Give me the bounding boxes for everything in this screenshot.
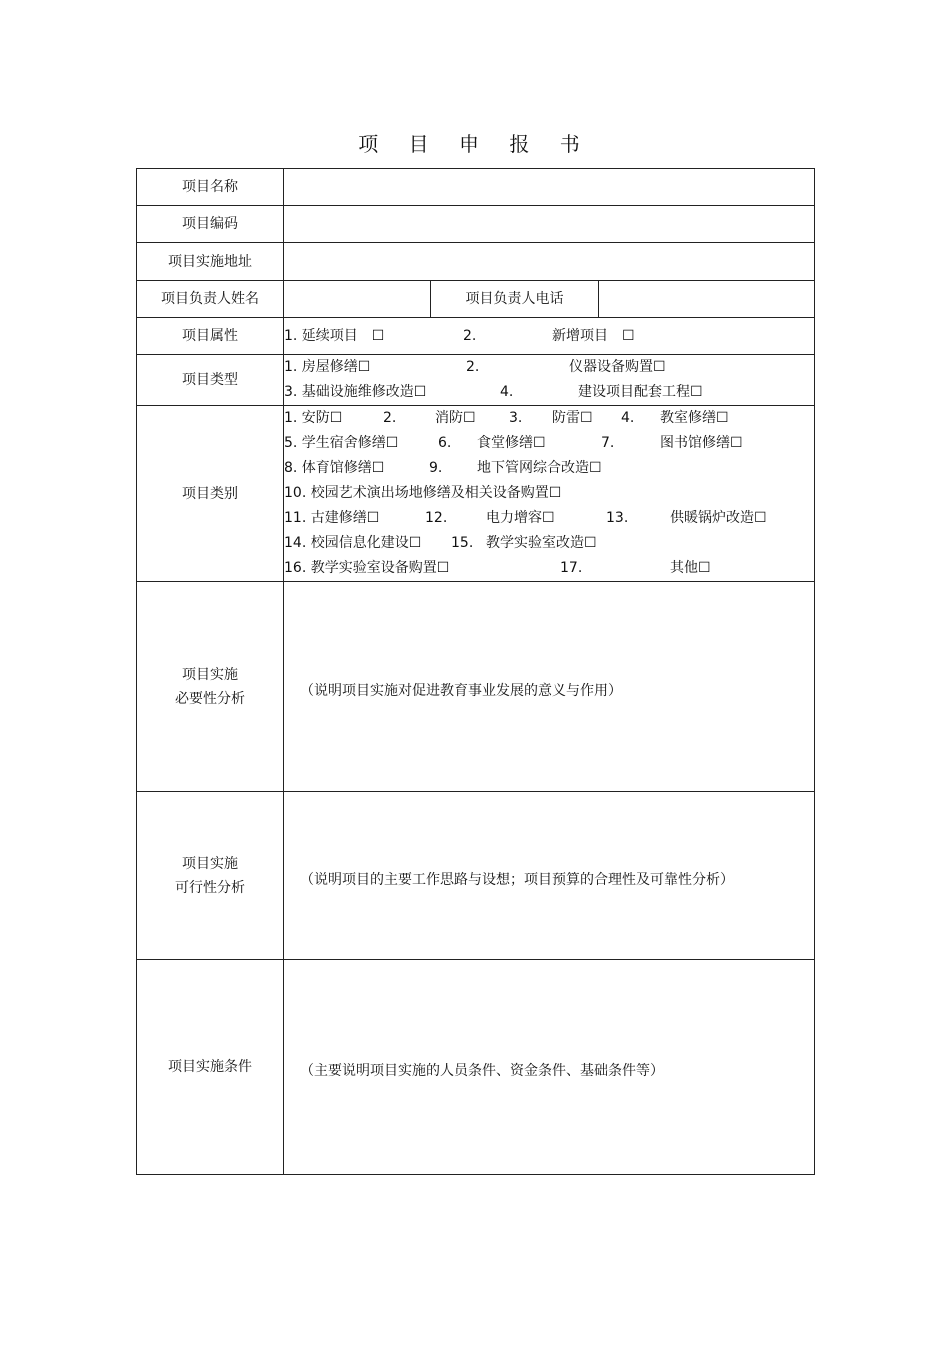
implementation-conditions-field[interactable] <box>284 960 815 1175</box>
category-number: 4. <box>621 410 635 426</box>
feasibility-analysis-label <box>137 792 284 960</box>
project-address-label: 项目实施地址 <box>137 243 284 281</box>
category-option[interactable]: 防雷☐ <box>552 410 593 426</box>
category-option[interactable]: 16. 教学实验室设备购置☐ <box>284 560 450 576</box>
row-project-address <box>137 243 815 281</box>
project-address-field[interactable] <box>284 243 815 281</box>
project-category-label: 项目类别 <box>137 406 284 582</box>
implementation-conditions-label: 项目实施条件 <box>137 960 284 1175</box>
category-option[interactable]: 10. 校园艺术演出场地修缮及相关设备购置☐ <box>284 485 562 501</box>
project-category-options <box>284 406 815 582</box>
row-necessity-analysis <box>137 582 815 792</box>
category-option[interactable]: 1. 安防☐ <box>284 410 343 426</box>
row-project-code <box>137 206 815 243</box>
category-number: 12. <box>425 510 448 526</box>
page-title: 项 目 申 报 书 <box>358 132 592 156</box>
category-option[interactable]: 供暖锅炉改造☐ <box>670 510 767 526</box>
category-option[interactable]: 5. 学生宿舍修缮☐ <box>284 435 399 451</box>
row-project-name <box>137 169 815 206</box>
project-code-field[interactable] <box>284 206 815 243</box>
necessity-analysis-label <box>137 582 284 792</box>
category-option[interactable]: 8. 体育馆修缮☐ <box>284 460 385 476</box>
category-option[interactable]: 其他☐ <box>670 560 711 576</box>
conditions-hint: （主要说明项目实施的人员条件、资金条件、基础条件等） <box>300 1063 664 1079</box>
feasibility-label-line1: 项目实施 <box>182 855 238 872</box>
category-number: 9. <box>429 460 443 476</box>
leader-phone-field[interactable] <box>599 281 815 318</box>
category-option[interactable]: 地下管网综合改造☐ <box>477 460 602 476</box>
category-option[interactable]: 14. 校园信息化建设☐ <box>284 535 422 551</box>
project-name-field[interactable] <box>284 169 815 206</box>
row-project-leader <box>137 281 815 318</box>
category-option[interactable]: 消防☐ <box>435 410 476 426</box>
type-option-housing-repair[interactable]: 1. 房屋修缮☐ <box>284 359 371 375</box>
category-number: 6. <box>438 435 452 451</box>
category-option[interactable]: 教学实验室改造☐ <box>486 535 597 551</box>
feasibility-label-line2: 可行性分析 <box>175 879 245 896</box>
row-project-type <box>137 355 815 406</box>
category-number: 3. <box>509 410 523 426</box>
type-option-infrastructure[interactable]: 3. 基础设施维修改造☐ <box>284 384 427 400</box>
category-option[interactable]: 11. 古建修缮☐ <box>284 510 380 526</box>
category-number: 17. <box>560 560 583 576</box>
category-option[interactable]: 食堂修缮☐ <box>477 435 546 451</box>
category-number: 15. <box>451 535 474 551</box>
category-option[interactable]: 电力增容☐ <box>486 510 555 526</box>
type-option-2-number: 2. <box>466 359 480 375</box>
project-attribute-label: 项目属性 <box>137 318 284 355</box>
application-form-table <box>136 168 815 1175</box>
attribute-option-new[interactable]: 新增项目 ☐ <box>552 327 635 344</box>
type-option-equipment-purchase[interactable]: 仪器设备购置☐ <box>569 359 666 375</box>
category-option[interactable]: 图书馆修缮☐ <box>660 435 743 451</box>
row-feasibility-analysis <box>137 792 815 960</box>
row-project-attribute <box>137 318 815 355</box>
attribute-option-new-number: 2. <box>463 327 477 344</box>
feasibility-analysis-field[interactable] <box>284 792 815 960</box>
row-implementation-conditions <box>137 960 815 1175</box>
type-option-4-number: 4. <box>500 384 514 400</box>
necessity-analysis-field[interactable] <box>284 582 815 792</box>
row-project-category <box>137 406 815 582</box>
category-number: 2. <box>383 410 397 426</box>
leader-name-label: 项目负责人姓名 <box>137 281 284 318</box>
category-option[interactable]: 教室修缮☐ <box>660 410 729 426</box>
leader-phone-label: 项目负责人电话 <box>431 281 599 318</box>
leader-name-field[interactable] <box>284 281 431 318</box>
category-number: 13. <box>606 510 629 526</box>
project-type-label: 项目类型 <box>137 355 284 406</box>
project-name-label: 项目名称 <box>137 169 284 206</box>
feasibility-hint: （说明项目的主要工作思路与设想；项目预算的合理性及可靠性分析） <box>300 871 734 888</box>
necessity-label-line2: 必要性分析 <box>175 690 245 707</box>
project-type-options <box>284 355 815 406</box>
category-number: 7. <box>601 435 615 451</box>
project-code-label: 项目编码 <box>137 206 284 243</box>
project-attribute-options <box>284 318 815 355</box>
necessity-hint: （说明项目实施对促进教育事业发展的意义与作用） <box>300 682 622 699</box>
type-option-supporting-works[interactable]: 建设项目配套工程☐ <box>578 384 703 400</box>
necessity-label-line1: 项目实施 <box>182 666 238 683</box>
attribute-option-continuing[interactable]: 1. 延续项目 ☐ <box>284 327 385 344</box>
